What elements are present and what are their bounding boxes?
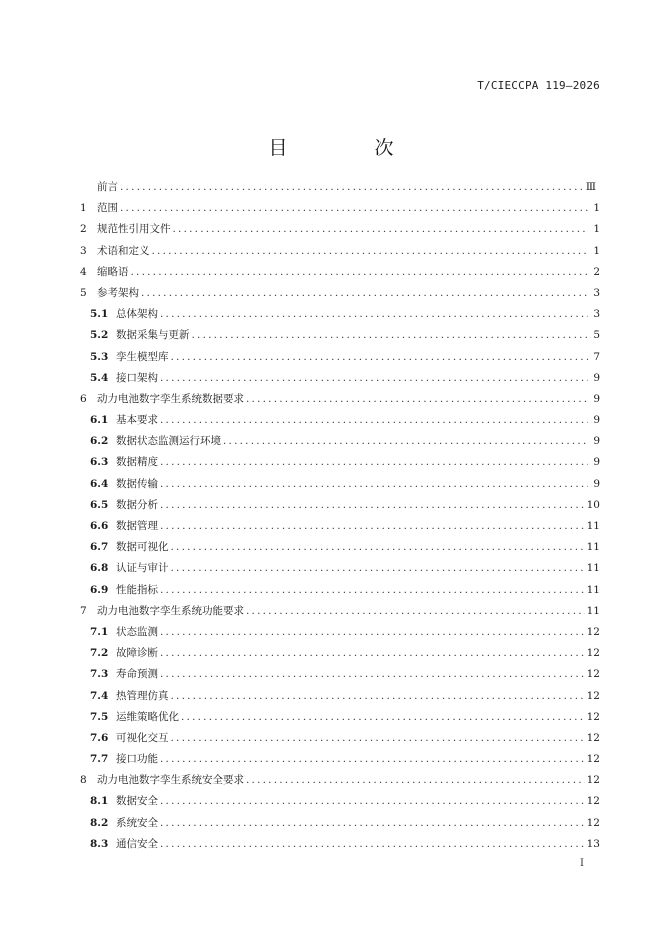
toc-entry-page: 11 <box>586 583 600 596</box>
dot-leader <box>160 304 588 325</box>
toc-entry-label: 孪生模型库 <box>116 350 169 363</box>
toc-entry[interactable] <box>80 707 600 728</box>
toc-entry-label: 动力电池数字孪生系统安全要求 <box>97 774 244 787</box>
dot-leader <box>160 813 585 834</box>
dot-leader <box>223 431 588 452</box>
toc-entry-page: 9 <box>593 414 600 427</box>
toc-entry-number: 6.8 <box>90 562 109 575</box>
page-number: I <box>580 858 584 869</box>
toc-entry-page: 12 <box>586 731 600 744</box>
toc-entry[interactable] <box>80 580 600 601</box>
dot-leader <box>141 283 588 304</box>
toc-entry-label: 系统安全 <box>116 816 158 829</box>
toc-entry[interactable] <box>80 304 600 325</box>
toc-entry[interactable] <box>80 495 600 516</box>
document-id: T/CIECCPA 119—2026 <box>477 79 600 92</box>
toc-entry-label: 范围 <box>97 202 118 215</box>
dot-leader <box>192 325 589 346</box>
toc-entry-page: 11 <box>586 520 600 532</box>
toc-entry-page: 12 <box>586 647 600 660</box>
toc-entry[interactable] <box>80 389 600 410</box>
toc-entry-label: 数据状态监测运行环境 <box>116 435 221 448</box>
toc-entry[interactable] <box>80 474 600 495</box>
toc-entry-number: 6.5 <box>90 498 109 511</box>
toc-entry-number: 5.3 <box>90 350 109 363</box>
dot-leader <box>160 834 585 855</box>
toc-entry-label: 术语和定义 <box>97 244 150 257</box>
toc-entry-number: 6 <box>80 392 87 405</box>
dot-leader <box>160 749 585 770</box>
toc-entry[interactable] <box>80 219 600 240</box>
toc-entry[interactable] <box>80 431 600 452</box>
toc-entry-label: 热管理仿真 <box>116 689 169 702</box>
toc-entry-number: 6.3 <box>90 456 109 469</box>
toc-entry-label: 数据分析 <box>116 498 158 511</box>
toc-entry-label: 数据可视化 <box>116 541 169 554</box>
toc-entry-number: 7.1 <box>90 625 109 638</box>
toc-entry-page: 13 <box>586 837 600 850</box>
toc-entry-label: 数据传输 <box>116 477 158 490</box>
toc-entry-number: 2 <box>80 223 87 236</box>
toc-entry-page: 12 <box>586 668 600 681</box>
toc-entry-number: 1 <box>80 202 87 215</box>
toc-entry-page: 12 <box>586 689 600 702</box>
toc-entry-label: 认证与审计 <box>116 562 169 575</box>
toc-entry-number: 6.2 <box>90 435 109 448</box>
toc-entry-label: 规范性引用文件 <box>97 223 171 236</box>
toc-entry-page: 3 <box>593 286 600 299</box>
toc-entry[interactable] <box>80 601 600 622</box>
dot-leader <box>160 452 588 473</box>
toc-title: 目 次 <box>268 137 428 159</box>
toc-entry-number: 8.1 <box>90 795 109 808</box>
toc-entry[interactable] <box>80 347 600 368</box>
toc-entry-label: 总体架构 <box>116 308 158 321</box>
toc-entry-label: 接口功能 <box>116 753 158 766</box>
dot-leader <box>120 198 588 219</box>
toc-entry[interactable] <box>80 368 600 389</box>
toc-entry-page: 5 <box>593 329 600 342</box>
toc-entry-number: 3 <box>80 244 87 257</box>
toc-entry[interactable] <box>80 643 600 664</box>
dot-leader <box>171 558 585 579</box>
toc-entry-number: 6.6 <box>90 520 109 532</box>
toc-entry-number: 7.4 <box>90 689 109 702</box>
toc-entry-number: 7.3 <box>90 668 109 681</box>
toc-entry-page: 1 <box>593 244 600 257</box>
toc-entry[interactable] <box>80 177 600 198</box>
toc-entry-number: 7.5 <box>90 710 109 723</box>
toc-entry-page: 1 <box>593 202 600 215</box>
toc-entry-page: 12 <box>586 816 600 829</box>
toc-entry-label: 可视化交互 <box>116 731 169 744</box>
dot-leader <box>246 770 585 791</box>
dot-leader <box>152 241 589 262</box>
dot-leader <box>160 622 585 643</box>
toc-entry-number: 5 <box>80 286 87 299</box>
toc-entry-label: 数据安全 <box>116 795 158 808</box>
toc-entry-label: 性能指标 <box>116 583 158 596</box>
toc-entry-page: 12 <box>586 774 600 787</box>
toc-entry-page: 9 <box>593 477 600 490</box>
dot-leader <box>173 219 589 240</box>
toc-entry-page: 9 <box>593 371 600 384</box>
toc-entry-number: 6.7 <box>90 541 109 554</box>
toc-entry-page: 9 <box>593 392 600 405</box>
dot-leader <box>171 537 585 558</box>
toc-entry[interactable] <box>80 325 600 346</box>
toc-entry-label: 状态监测 <box>116 625 158 638</box>
dot-leader <box>171 728 585 749</box>
toc-entry-number: 8 <box>80 774 87 787</box>
toc-entry[interactable] <box>80 516 600 537</box>
toc-entry-page: 11 <box>586 562 600 575</box>
dot-leader <box>160 643 585 664</box>
toc-entry-page: 3 <box>593 308 600 321</box>
toc-entry-page: Ⅲ <box>585 181 596 193</box>
toc-entry[interactable] <box>80 410 600 431</box>
toc-entry[interactable] <box>80 622 600 643</box>
toc-entry-page: 9 <box>593 456 600 469</box>
toc-entry-number: 4 <box>80 265 87 278</box>
toc-entry-page: 2 <box>593 265 600 278</box>
toc-entry[interactable] <box>80 537 600 558</box>
dot-leader <box>160 368 588 389</box>
toc-entry[interactable] <box>80 686 600 707</box>
toc-entry[interactable] <box>80 834 600 855</box>
toc-entry-page: 12 <box>586 625 600 638</box>
toc-entry[interactable] <box>80 262 600 283</box>
toc-entry-label: 动力电池数字孪生系统数据要求 <box>97 392 244 405</box>
dot-leader <box>120 177 584 198</box>
toc-entry-label: 前言 <box>97 181 118 193</box>
toc-entry-label: 数据采集与更新 <box>116 329 190 342</box>
toc-entry[interactable] <box>80 241 600 262</box>
dot-leader <box>181 707 585 728</box>
toc-entry-label: 故障诊断 <box>116 647 158 660</box>
toc-entry-label: 通信安全 <box>116 837 158 850</box>
dot-leader <box>160 664 585 685</box>
toc-entry-page: 12 <box>586 795 600 808</box>
toc-entry-number: 8.2 <box>90 816 109 829</box>
toc-entry-page: 12 <box>586 753 600 766</box>
toc-entry-label: 参考架构 <box>97 286 139 299</box>
toc-entry-label: 运维策略优化 <box>116 710 179 723</box>
toc-entry[interactable] <box>80 558 600 579</box>
toc-entry-number: 7.2 <box>90 647 109 660</box>
toc-entry-page: 12 <box>586 710 600 723</box>
toc-entry-label: 寿命预测 <box>116 668 158 681</box>
toc-entry[interactable] <box>80 791 600 812</box>
toc-entry-label: 数据精度 <box>116 456 158 469</box>
dot-leader <box>160 495 585 516</box>
toc-entry-page: 7 <box>593 350 600 363</box>
dot-leader <box>131 262 589 283</box>
toc-entry-number: 6.1 <box>90 414 109 427</box>
dot-leader <box>160 410 588 431</box>
dot-leader <box>171 347 589 368</box>
toc-entry[interactable] <box>80 283 600 304</box>
toc-entry-number: 5.1 <box>90 308 109 321</box>
toc-entry-number: 7.7 <box>90 753 109 766</box>
dot-leader <box>160 580 585 601</box>
toc-entry-label: 接口架构 <box>116 371 158 384</box>
dot-leader <box>246 601 585 622</box>
toc-entry-page: 9 <box>593 435 600 448</box>
toc-entry[interactable] <box>80 198 600 219</box>
toc-entry-number: 5.4 <box>90 371 109 384</box>
toc-entry-label: 基本要求 <box>116 414 158 427</box>
toc-entry-label: 动力电池数字孪生系统功能要求 <box>97 604 244 617</box>
toc-entry-number: 5.2 <box>90 329 109 342</box>
toc-entry[interactable] <box>80 770 600 791</box>
toc-entry-page: 10 <box>586 498 600 511</box>
toc-entry[interactable] <box>80 749 600 770</box>
toc-entry[interactable] <box>80 728 600 749</box>
toc-entry[interactable] <box>80 813 600 834</box>
toc-entry-number: 6.9 <box>90 583 109 596</box>
toc-entry-number: 7 <box>80 604 87 617</box>
toc-entry-page: 11 <box>586 604 600 617</box>
toc-entry-number: 8.3 <box>90 837 109 850</box>
dot-leader <box>160 474 588 495</box>
dot-leader <box>171 686 585 707</box>
toc-entry[interactable] <box>80 664 600 685</box>
toc-entry-page: 11 <box>586 541 600 554</box>
toc-entry-page: 1 <box>593 223 600 236</box>
toc-entry-label: 缩略语 <box>97 265 129 278</box>
toc-entry[interactable] <box>80 452 600 473</box>
toc-entry-number: 6.4 <box>90 477 109 490</box>
toc-entry-number: 7.6 <box>90 731 109 744</box>
toc-entry-label: 数据管理 <box>116 520 158 532</box>
dot-leader <box>246 389 588 410</box>
dot-leader <box>160 791 585 812</box>
table-of-contents <box>80 177 600 855</box>
dot-leader <box>160 516 585 537</box>
